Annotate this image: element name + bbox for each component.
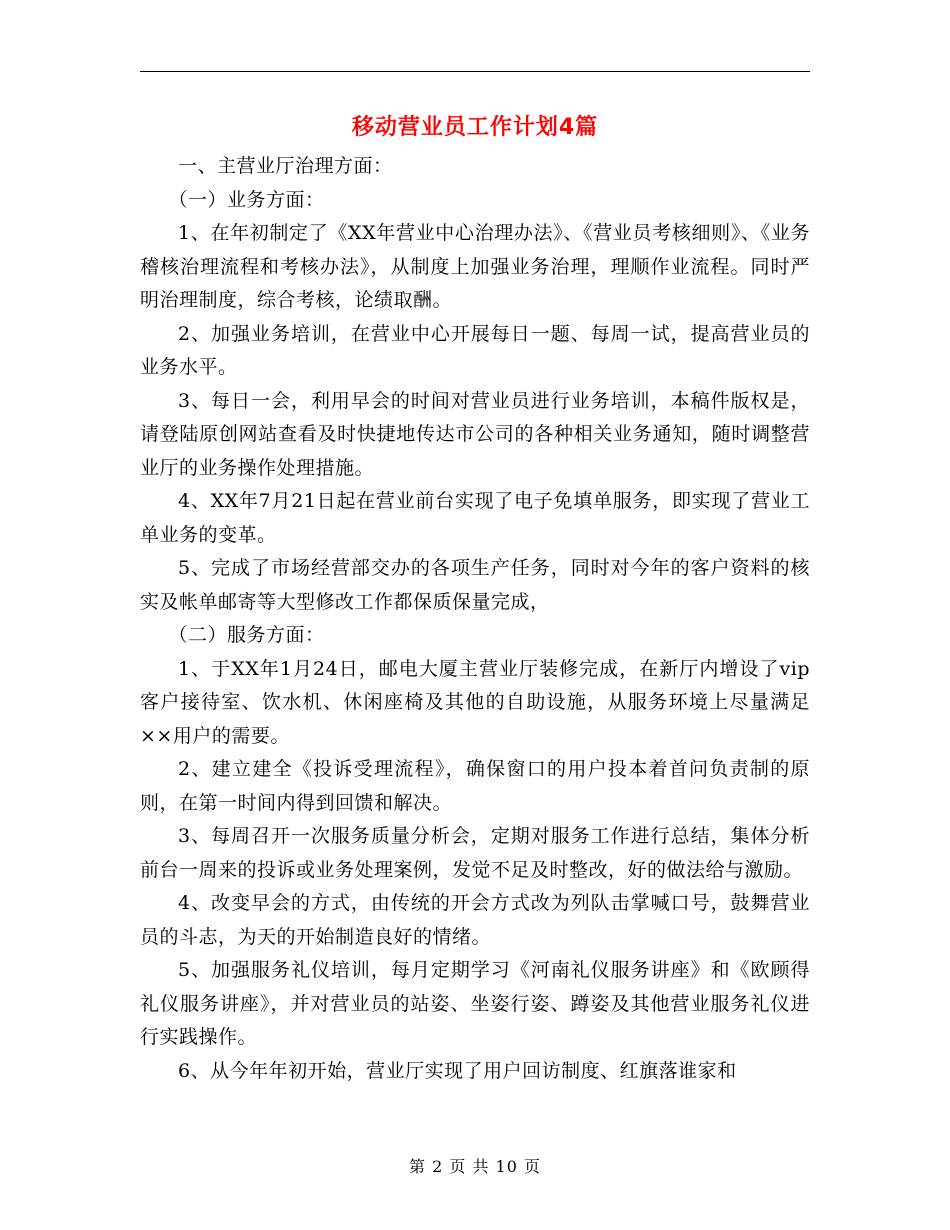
- paragraph: 5、加强服务礼仪培训，每月定期学习《河南礼仪服务讲座》和《欧顾得礼仪服务讲座》，并对营业员的站姿、坐姿行姿、蹲姿及其他营业服务礼仪进行实践操作。: [140, 959, 810, 1048]
- paragraph: 2、加强业务培训，在营业中心开展每日一题、每周一试，提高营业员的业务水平。: [140, 322, 810, 378]
- paragraph: 4、改变早会的方式，由传统的开会方式改为列队击掌喊口号，鼓舞营业员的斗志，为天的开始制造良好的情绪。: [140, 892, 810, 948]
- paragraph: 3、每日一会，利用早会的时间对营业员进行业务培训，本稿件版权是，请登陆原创网站查看及时快捷地传达市公司的各种相关业务通知，随时调整营业厅的业务操作处理措施。: [140, 389, 810, 479]
- paragraph: 5、完成了市场经营部交办的各项生产任务，同时对今年的客户资料的核实及帐单邮寄等大型修改工作都保质保量完成，: [140, 557, 810, 613]
- section-heading: 一、主营业厅治理方面：: [178, 155, 393, 177]
- paragraph: 1、在年初制定了《XX年营业中心治理办法》、《营业员考核细则》、《业务稽核治理流程和考核办法》，从制度上加强业务治理，理顺作业流程。同时严明治理制度，综合考核，论绩取酬。: [140, 222, 810, 311]
- paragraph: 4、XX年7月21日起在营业前台实现了电子免填单服务，即实现了营业工单业务的变革。: [140, 490, 810, 546]
- paragraph: 6、从今年年初开始，营业厅实现了用户回访制度、红旗落谁家和: [178, 1059, 737, 1082]
- paragraph: 1、于XX年1月24日，邮电大厦主营业厅装修完成，在新厅内增设了vip客户接待室、饮水机、休闲座椅及其他的自助设施，从服务环境上尽量满足××用户的需要。: [140, 657, 810, 747]
- document-body: [140, 150, 810, 1088]
- subsection-heading: （二）服务方面：: [168, 624, 325, 646]
- paragraph: 2、建立建全《投诉受理流程》，确保窗口的用户投本着首问负责制的原则，在第一时间内得到回馈和解决。: [140, 758, 810, 814]
- header-rule: [140, 71, 810, 72]
- paragraph: 3、每周召开一次服务质量分析会，定期对服务工作进行总结，集体分析前台一周来的投诉或业务处理案例，发觉不足及时整改，好的做法给与激励。: [140, 825, 810, 881]
- page-footer: 第 2 页 共 10 页: [409, 1157, 541, 1176]
- document-title: 移动营业员工作计划4篇: [351, 115, 599, 140]
- subsection-heading: （一）业务方面：: [168, 188, 325, 211]
